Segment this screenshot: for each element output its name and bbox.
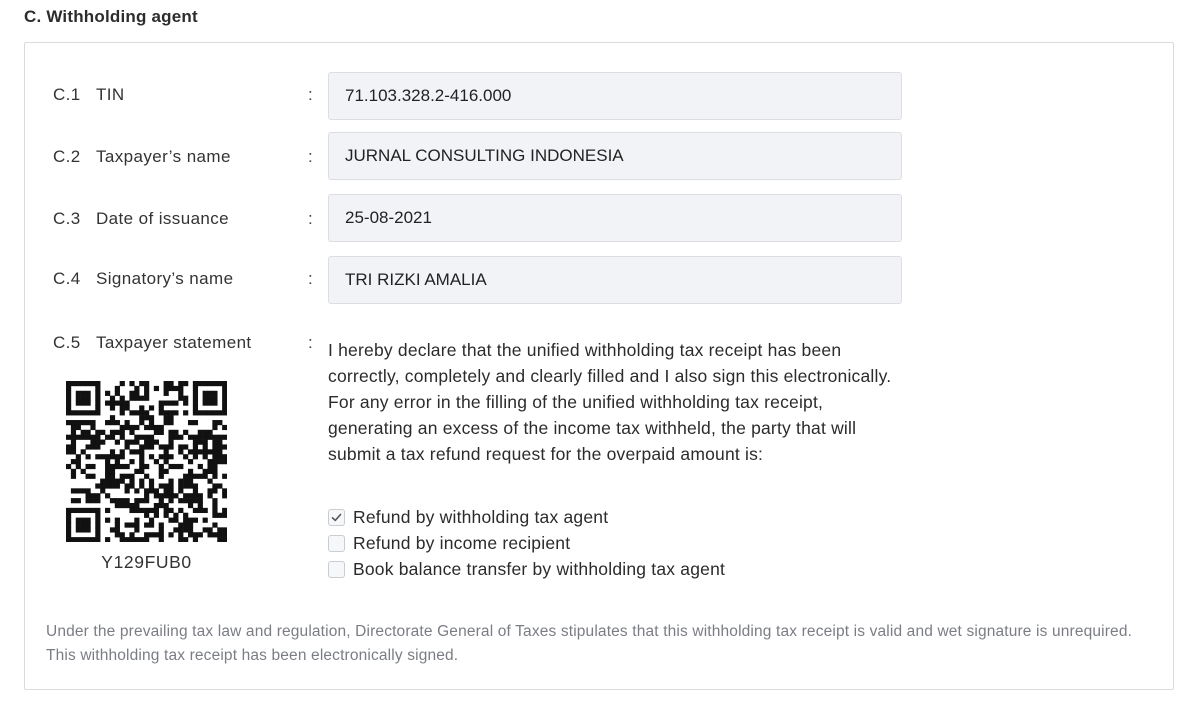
taxpayer-statement-label	[53, 333, 252, 353]
taxpayer-statement-text: I hereby declare that the unified withholding tax receipt has been correctly, completely and clearly filled and I also sign this electronically. For any error in the filling of the unified withholding tax receipt, generating an excess of the income tax withheld, the party that will submit a tax refund request for the overpaid amount is:	[328, 340, 892, 464]
qr-code-text: Y129FUB0	[101, 552, 192, 572]
checkbox-refund-by-withholding-agent[interactable]	[328, 509, 345, 526]
row-number: C.3	[53, 209, 81, 228]
qr-code-image	[66, 381, 227, 542]
option-label: Book balance transfer by withholding tax agent	[353, 559, 726, 579]
date-of-issuance-label	[53, 209, 229, 229]
row-label-text: Taxpayer’s name	[96, 147, 231, 166]
separator: :	[308, 147, 313, 166]
tin-field[interactable]: 71.103.328.2-416.000	[328, 72, 902, 120]
separator: :	[308, 85, 313, 104]
separator: :	[308, 333, 313, 352]
date-of-issuance-field[interactable]: 25-08-2021	[328, 194, 902, 242]
option-label: Refund by withholding tax agent	[353, 507, 609, 527]
row-label-text: Date of issuance	[96, 209, 230, 228]
section-title: C. Withholding agent	[24, 7, 198, 26]
row-number: C.1	[53, 85, 81, 104]
taxpayer-name-field[interactable]: JURNAL CONSULTING INDONESIA	[328, 132, 902, 180]
separator: :	[308, 209, 313, 228]
row-label-text: Taxpayer statement	[96, 333, 252, 352]
taxpayer-name-label	[53, 147, 231, 167]
footer-note: Under the prevailing tax law and regulation, Directorate General of Taxes stipulates that this withholding tax receipt is valid and wet signature is unrequired. This withholding tax receipt has been electronically signed.	[46, 623, 1133, 664]
row-label-text: TIN	[96, 85, 125, 104]
check-icon	[331, 512, 342, 523]
signatory-name-field[interactable]: TRI RIZKI AMALIA	[328, 256, 902, 304]
row-number: C.5	[53, 333, 81, 352]
checkbox-book-balance-transfer[interactable]	[328, 561, 345, 578]
tin-label	[53, 85, 125, 105]
separator: :	[308, 269, 313, 288]
checkbox-refund-by-income-recipient[interactable]	[328, 535, 345, 552]
row-number: C.4	[53, 269, 81, 288]
signatory-name-label	[53, 269, 233, 289]
row-label-text: Signatory’s name	[96, 269, 234, 288]
row-number: C.2	[53, 147, 81, 166]
option-label: Refund by income recipient	[353, 533, 571, 553]
